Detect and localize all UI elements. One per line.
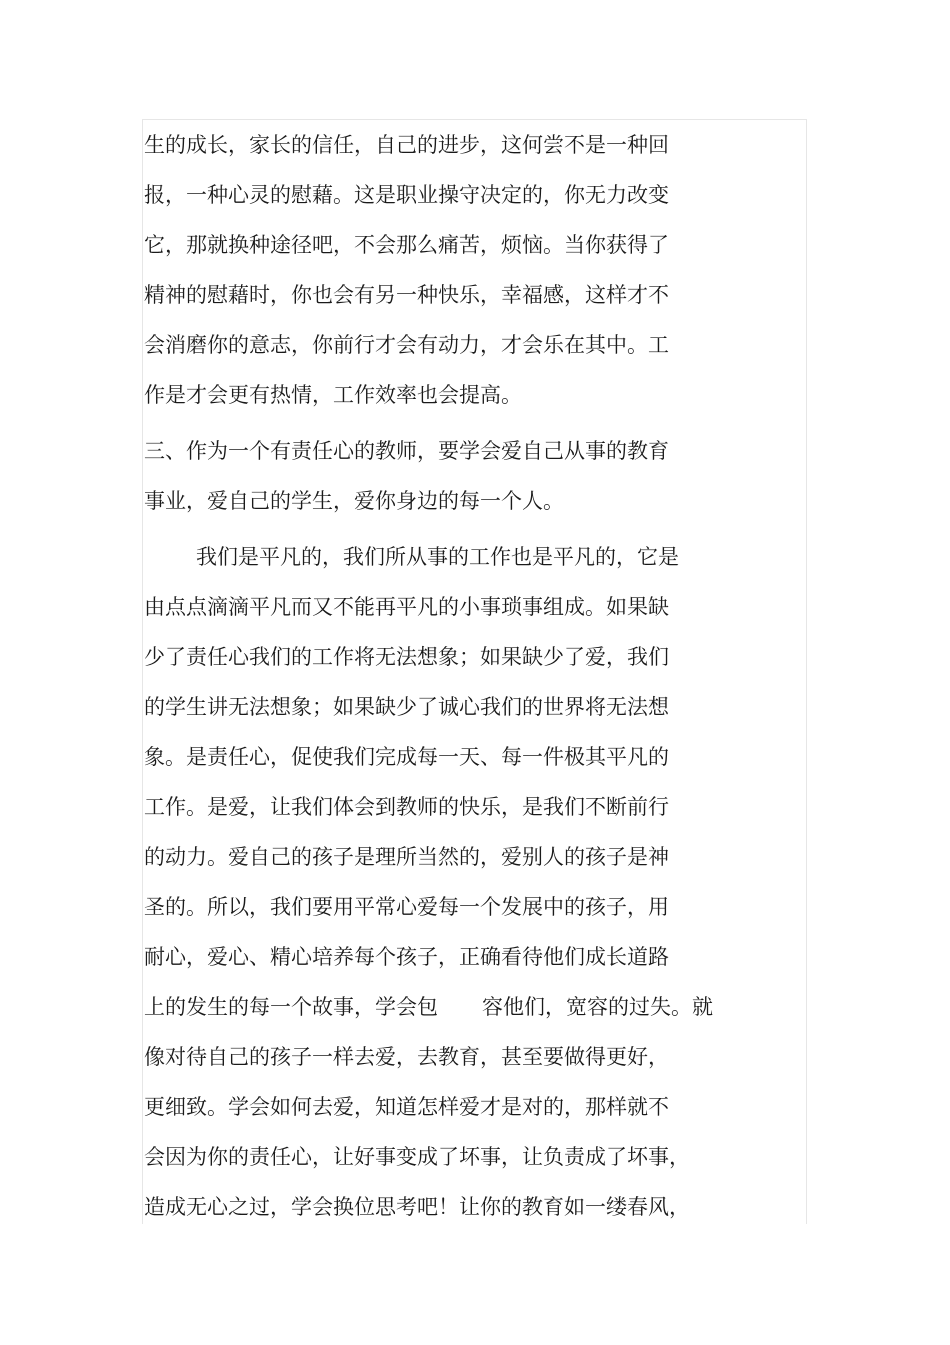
text-line: 工作。是爱，让我们体会到教师的快乐，是我们不断前行: [144, 795, 669, 819]
page-border-right: [806, 119, 807, 1224]
text-segment: 容他们，宽容的过失。就: [482, 995, 713, 1019]
text-line: [144, 992, 713, 1022]
text-line: 会消磨你的意志，你前行才会有动力，才会乐在其中。工: [144, 333, 669, 357]
paragraph-first-line: 我们是平凡的，我们所从事的工作也是平凡的，它是: [196, 545, 679, 569]
text-line: 的动力。爱自己的孩子是理所当然的，爱别人的孩子是神: [144, 845, 669, 869]
page-border-left: [142, 119, 143, 1224]
text-line: 作是才会更有热情，工作效率也会提高。: [144, 383, 522, 407]
text-line: 由点点滴滴平凡而又不能再平凡的小事琐事组成。如果缺: [144, 595, 669, 619]
text-line: 报，一种心灵的慰藉。这是职业操守决定的，你无力改变: [144, 183, 669, 207]
text-line: 更细致。学会如何去爱，知道怎样爱才是对的，那样就不: [144, 1095, 669, 1119]
section-heading: 三、作为一个有责任心的教师，要学会爱自己从事的教育: [144, 439, 669, 463]
text-line: 会因为你的责任心，让好事变成了坏事，让负责成了坏事，: [144, 1145, 690, 1169]
text-line: 精神的慰藉时，你也会有另一种快乐，幸福感，这样才不: [144, 283, 669, 307]
text-line: 少了责任心我们的工作将无法想象；如果缺少了爱，我们: [144, 645, 669, 669]
section-heading: 事业，爱自己的学生，爱你身边的每一个人。: [144, 489, 564, 513]
text-line: 生的成长，家长的信任，自己的进步，这何尝不是一种回: [144, 133, 669, 157]
text-line: 圣的。所以，我们要用平常心爱每一个发展中的孩子，用: [144, 895, 669, 919]
text-line: 象。是责任心，促使我们完成每一天、每一件极其平凡的: [144, 745, 669, 769]
text-line: 造成无心之过，学会换位思考吧！让你的教育如一缕春风，: [144, 1195, 690, 1219]
text-segment: 上的发生的每一个故事，学会包: [144, 995, 438, 1019]
text-line: 耐心，爱心、精心培养每个孩子，正确看待他们成长道路: [144, 945, 669, 969]
text-line: 像对待自己的孩子一样去爱，去教育，甚至要做得更好，: [144, 1045, 669, 1069]
text-line: 它，那就换种途径吧，不会那么痛苦，烦恼。当你获得了: [144, 233, 669, 257]
page-border-top: [142, 119, 807, 120]
text-line: 的学生讲无法想象；如果缺少了诚心我们的世界将无法想: [144, 695, 669, 719]
